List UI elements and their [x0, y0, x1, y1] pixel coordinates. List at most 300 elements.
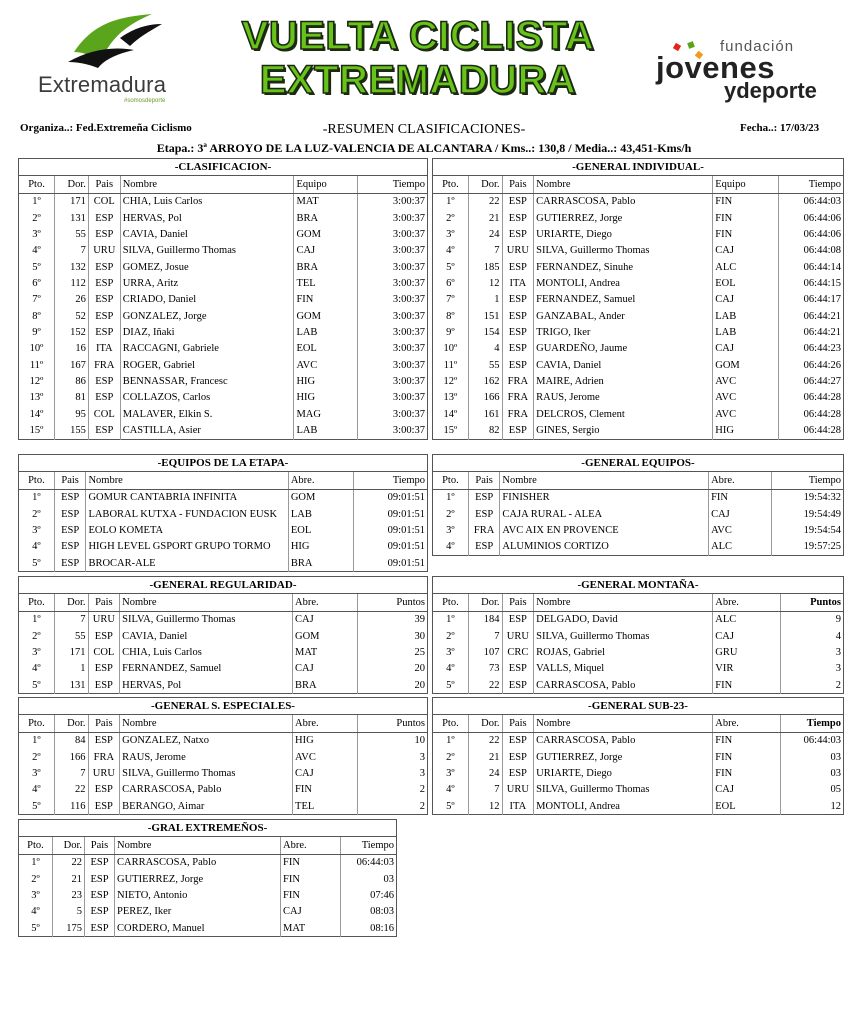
- column-header: Tiempo: [778, 176, 843, 193]
- table-cell: TEL: [294, 275, 358, 291]
- table-cell: 06:44:03: [341, 854, 397, 871]
- table-cell: EOL: [294, 341, 358, 357]
- table-header-row: [433, 472, 844, 489]
- table-cell: 3º: [31, 890, 40, 902]
- column-header: Abre.: [293, 594, 358, 611]
- table-cell: HIG: [713, 423, 778, 440]
- column-header: Tiempo: [780, 715, 843, 732]
- column-header: Nombre: [120, 594, 293, 611]
- table-cell: TEL: [293, 798, 358, 815]
- table-row: [19, 243, 428, 259]
- general-sub23-table: [432, 697, 844, 815]
- table-cell: RACCAGNI, Gabriele: [120, 341, 294, 357]
- table-row: [19, 193, 428, 210]
- table-cell: HIG: [293, 732, 358, 749]
- table-cell: 7: [468, 628, 502, 644]
- column-header: Dor.: [468, 176, 502, 193]
- table-row: [19, 506, 428, 522]
- table-cell: HERVAS, Pol: [120, 210, 294, 226]
- table-cell: BERANGO, Aimar: [120, 798, 293, 815]
- table-header-row: [433, 176, 844, 193]
- table-row: [19, 373, 428, 389]
- table-cell: 84: [54, 732, 88, 749]
- table-cell: 3:00:37: [358, 292, 428, 308]
- table-cell: CAJ: [293, 611, 358, 628]
- section-title: -GENERAL SUB-23-: [433, 698, 844, 715]
- table-cell: 06:44:23: [778, 341, 843, 357]
- table-header-row: [19, 176, 428, 193]
- table-cell: 3:00:37: [358, 275, 428, 291]
- table-row: [19, 357, 428, 373]
- organiza-text: Organiza..: Fed.Extremeña Ciclismo: [20, 122, 192, 134]
- table-cell: 2º: [446, 508, 455, 520]
- table-row: [433, 341, 844, 357]
- table-cell: 12º: [443, 376, 458, 388]
- table-cell: ESP: [502, 423, 534, 440]
- column-header: Pto.: [433, 176, 469, 193]
- table-cell: ESP: [54, 506, 86, 522]
- table-cell: 185: [468, 259, 502, 275]
- table-cell: FIN: [713, 749, 780, 765]
- table-cell: 116: [54, 798, 88, 815]
- table-cell: ESP: [88, 373, 120, 389]
- table-row: [433, 357, 844, 373]
- table-row: [19, 871, 397, 887]
- table-cell: CAJA RURAL - ALEA: [500, 506, 709, 522]
- table-cell: 3: [780, 661, 843, 677]
- table-cell: 5º: [32, 800, 41, 812]
- etapa-info: Etapa.: 3ª ARROYO DE LA LUZ-VALENCIA DE ALCANTARA / Kms..: 130,8 / Media..: 43,451-Kms/h: [156, 141, 692, 155]
- column-header: Pais: [502, 594, 534, 611]
- table-cell: 3:00:37: [358, 259, 428, 275]
- table-cell: 161: [468, 406, 502, 422]
- table-cell: CAJ: [293, 661, 358, 677]
- table-cell: 12º: [29, 376, 44, 388]
- table-row: [19, 628, 428, 644]
- table-cell: 09:01:51: [354, 506, 428, 522]
- table-cell: 9: [780, 611, 843, 628]
- table-cell: ESP: [88, 782, 120, 798]
- table-cell: 1: [468, 292, 502, 308]
- table-cell: 167: [55, 357, 89, 373]
- column-header: Pais: [502, 176, 534, 193]
- table-cell: 7: [54, 611, 88, 628]
- table-cell: LAB: [713, 308, 778, 324]
- table-cell: 1º: [446, 614, 455, 626]
- table-cell: COL: [88, 406, 120, 422]
- table-cell: HIG: [294, 373, 358, 389]
- table-cell: 166: [468, 390, 502, 406]
- table-cell: CAJ: [713, 292, 778, 308]
- table-cell: 14º: [443, 408, 458, 420]
- column-header: Abre.: [281, 837, 341, 854]
- table-row: [19, 210, 428, 226]
- table-cell: CASTILLA, Asier: [120, 423, 294, 440]
- table-cell: FIN: [709, 489, 772, 506]
- column-header: Tiempo: [358, 176, 428, 193]
- table-cell: ESP: [468, 539, 500, 556]
- table-row: [19, 555, 428, 572]
- table-cell: CAJ: [294, 243, 358, 259]
- table-cell: CRIADO, Daniel: [120, 292, 294, 308]
- table-row: [19, 292, 428, 308]
- table-cell: 24: [468, 226, 502, 242]
- table-row: [19, 406, 428, 422]
- table-cell: GUARDEÑO, Jaume: [534, 341, 713, 357]
- table-cell: FIN: [713, 226, 778, 242]
- general-equipos-table: [432, 454, 844, 556]
- table-row: [433, 292, 844, 308]
- leaf-swoosh-icon: [64, 12, 164, 70]
- table-cell: 12: [468, 275, 502, 291]
- table-cell: ESP: [54, 555, 86, 572]
- table-cell: 132: [55, 259, 89, 275]
- column-header: Abre.: [293, 715, 358, 732]
- table-cell: 1º: [32, 735, 41, 747]
- column-header: Pais: [88, 176, 120, 193]
- table-cell: GOM: [293, 628, 358, 644]
- column-header: Abre.: [713, 594, 780, 611]
- table-cell: CAVIA, Daniel: [120, 226, 294, 242]
- table-cell: 22: [468, 732, 502, 749]
- column-header: Puntos: [780, 594, 843, 611]
- table-cell: 162: [468, 373, 502, 389]
- table-cell: ESP: [502, 324, 534, 340]
- section-title: -GENERAL REGULARIDAD-: [19, 577, 428, 594]
- table-cell: 131: [55, 210, 89, 226]
- table-cell: GOMEZ, Josue: [120, 259, 294, 275]
- table-cell: 3º: [32, 229, 41, 241]
- table-cell: URIARTE, Diego: [534, 226, 713, 242]
- table-cell: 5º: [32, 679, 41, 691]
- table-row: [19, 732, 428, 749]
- column-header: Pais: [468, 472, 500, 489]
- table-cell: 24: [468, 765, 502, 781]
- table-cell: 175: [53, 920, 85, 937]
- logo-right-line3: ydeporte: [724, 78, 817, 103]
- table-row: [19, 539, 428, 555]
- table-cell: CAJ: [713, 782, 780, 798]
- table-cell: FINISHER: [500, 489, 709, 506]
- table-cell: FRA: [88, 749, 120, 765]
- column-header: Abre.: [288, 472, 353, 489]
- table-cell: LABORAL KUTXA - FUNDACION EUSK: [86, 506, 288, 522]
- table-cell: URU: [88, 611, 120, 628]
- table-cell: 21: [53, 871, 85, 887]
- table-cell: 3:00:37: [358, 210, 428, 226]
- table-cell: HIG: [288, 539, 353, 555]
- column-header: Pais: [88, 594, 120, 611]
- logo-right-line2: jovenes: [656, 50, 775, 85]
- table-cell: LAB: [294, 423, 358, 440]
- table-cell: 107: [468, 644, 502, 660]
- table-cell: 23: [53, 887, 85, 903]
- table-cell: MONTOLI, Andrea: [534, 275, 713, 291]
- table-cell: GOM: [713, 357, 778, 373]
- table-row: [19, 390, 428, 406]
- table-cell: ESP: [502, 292, 534, 308]
- table-cell: 3: [780, 644, 843, 660]
- table-cell: 7: [54, 765, 88, 781]
- table-cell: 2º: [32, 751, 41, 763]
- table-row: [19, 644, 428, 660]
- table-cell: 95: [55, 406, 89, 422]
- table-cell: FIN: [281, 871, 341, 887]
- table-cell: LAB: [713, 324, 778, 340]
- equipos-etapa-table: [18, 454, 428, 572]
- table-cell: ESP: [54, 522, 86, 538]
- table-cell: SILVA, Guillermo Thomas: [534, 782, 713, 798]
- table-row: [433, 210, 844, 226]
- column-header: Pto.: [433, 594, 469, 611]
- table-row: [19, 798, 428, 815]
- column-header: Equipo: [294, 176, 358, 193]
- table-cell: ESP: [85, 854, 115, 871]
- table-cell: 5º: [32, 261, 41, 273]
- table-cell: 3:00:37: [358, 226, 428, 242]
- table-row: [19, 259, 428, 275]
- table-cell: 4º: [32, 541, 41, 553]
- clasificacion-table: [18, 158, 428, 440]
- table-cell: 15º: [29, 425, 44, 437]
- column-header: Nombre: [120, 715, 293, 732]
- table-cell: 4º: [31, 906, 40, 918]
- table-row: [19, 677, 428, 694]
- table-cell: FIN: [713, 765, 780, 781]
- table-cell: MAG: [294, 406, 358, 422]
- table-cell: 171: [54, 644, 88, 660]
- table-cell: AVC: [713, 373, 778, 389]
- table-cell: GUTIERREZ, Jorge: [115, 871, 281, 887]
- table-cell: CRC: [502, 644, 534, 660]
- column-header: Dor.: [468, 715, 502, 732]
- table-cell: CARRASCOSA, Pablo: [534, 193, 713, 210]
- table-cell: ITA: [502, 275, 534, 291]
- title-line-2: EXTREMADURA: [259, 58, 577, 102]
- table-cell: COL: [88, 193, 120, 210]
- column-header: Nombre: [86, 472, 288, 489]
- table-cell: RAUS, Jerome: [120, 749, 293, 765]
- table-cell: 3:00:37: [358, 423, 428, 440]
- table-cell: AVC: [709, 522, 772, 538]
- table-cell: 09:01:51: [354, 539, 428, 555]
- table-cell: 06:44:17: [778, 292, 843, 308]
- table-row: [433, 749, 844, 765]
- table-row: [433, 193, 844, 210]
- table-cell: 06:44:03: [780, 732, 843, 749]
- extremadura-logo: [28, 12, 188, 104]
- table-cell: 1º: [446, 196, 455, 208]
- table-cell: 1º: [31, 857, 40, 869]
- table-cell: 19:57:25: [772, 539, 844, 556]
- general-regularidad-table: [18, 576, 428, 694]
- table-cell: EOLO KOMETA: [86, 522, 288, 538]
- column-header: Nombre: [534, 594, 713, 611]
- table-cell: 3º: [32, 525, 41, 537]
- table-cell: ESP: [88, 677, 120, 694]
- table-cell: BRA: [294, 210, 358, 226]
- table-cell: ITA: [88, 341, 120, 357]
- table-cell: FIN: [281, 887, 341, 903]
- table-cell: ESP: [88, 292, 120, 308]
- table-cell: URIARTE, Diego: [534, 765, 713, 781]
- logo-left-sub: #somosdeporte: [124, 98, 166, 104]
- table-cell: ESP: [502, 226, 534, 242]
- table-row: [19, 887, 397, 903]
- table-row: [19, 920, 397, 937]
- table-cell: 13º: [29, 392, 44, 404]
- section-title: -GENERAL S. ESPECIALES-: [19, 698, 428, 715]
- table-cell: ESP: [502, 765, 534, 781]
- table-cell: FERNANDEZ, Samuel: [534, 292, 713, 308]
- table-cell: ESP: [88, 259, 120, 275]
- page-title: [218, 14, 618, 102]
- table-cell: 3º: [32, 647, 41, 659]
- table-cell: URU: [88, 765, 120, 781]
- table-cell: 86: [55, 373, 89, 389]
- table-cell: 20: [358, 661, 428, 677]
- table-cell: CARRASCOSA, Pablo: [120, 782, 293, 798]
- table-cell: 184: [468, 611, 502, 628]
- column-header: Nombre: [115, 837, 281, 854]
- table-cell: ALUMINIOS CORTIZO: [500, 539, 709, 556]
- table-cell: CARRASCOSA, Pablo: [115, 854, 281, 871]
- column-header: Abre.: [713, 715, 780, 732]
- table-cell: 06:44:14: [778, 259, 843, 275]
- table-cell: ESP: [468, 506, 500, 522]
- table-row: [433, 390, 844, 406]
- table-cell: 14º: [29, 408, 44, 420]
- title-line-1: VUELTA CICLISTA: [241, 14, 595, 58]
- table-cell: URU: [502, 628, 534, 644]
- table-cell: 2º: [32, 630, 41, 642]
- table-cell: ESP: [502, 749, 534, 765]
- table-cell: DELCROS, Clement: [534, 406, 713, 422]
- table-cell: CORDERO, Manuel: [115, 920, 281, 937]
- table-cell: ESP: [502, 677, 534, 694]
- table-cell: GOM: [294, 308, 358, 324]
- table-cell: 1: [54, 661, 88, 677]
- table-cell: 171: [55, 193, 89, 210]
- table-cell: 30: [358, 628, 428, 644]
- table-row: [433, 644, 844, 660]
- table-row: [19, 308, 428, 324]
- resumen-title: -RESUMEN CLASIFICACIONES-: [322, 122, 526, 137]
- table-cell: MAT: [293, 644, 358, 660]
- table-cell: 5º: [446, 679, 455, 691]
- table-cell: 2: [780, 677, 843, 694]
- section-title: -GRAL EXTREMEÑOS-: [19, 820, 397, 837]
- table-cell: ESP: [502, 259, 534, 275]
- table-row: [433, 539, 844, 556]
- table-cell: CAJ: [713, 341, 778, 357]
- table-cell: 3º: [446, 229, 455, 241]
- table-cell: ESP: [85, 920, 115, 937]
- table-cell: GUTIERREZ, Jorge: [534, 210, 713, 226]
- table-cell: 3: [358, 749, 428, 765]
- table-row: [433, 765, 844, 781]
- table-cell: 3º: [446, 768, 455, 780]
- gral-extremenos-table: [18, 819, 397, 937]
- table-row: [433, 782, 844, 798]
- table-row: [433, 324, 844, 340]
- table-row: [433, 506, 844, 522]
- table-cell: 4º: [446, 784, 455, 796]
- table-cell: 3:00:37: [358, 390, 428, 406]
- table-cell: FIN: [294, 292, 358, 308]
- table-cell: 21: [468, 749, 502, 765]
- table-cell: 09:01:51: [354, 489, 428, 506]
- column-header: Puntos: [358, 715, 428, 732]
- table-cell: 19:54:49: [772, 506, 844, 522]
- table-cell: CHIA, Luis Carlos: [120, 193, 294, 210]
- table-cell: EOL: [288, 522, 353, 538]
- table-cell: VIR: [713, 661, 780, 677]
- table-cell: 3:00:37: [358, 406, 428, 422]
- table-cell: 7: [55, 243, 89, 259]
- table-cell: ESP: [88, 324, 120, 340]
- table-cell: 3º: [446, 647, 455, 659]
- section-title: -CLASIFICACION-: [19, 159, 428, 176]
- table-cell: 3:00:37: [358, 373, 428, 389]
- table-cell: 3:00:37: [358, 243, 428, 259]
- table-cell: 3:00:37: [358, 308, 428, 324]
- table-cell: BRA: [293, 677, 358, 694]
- table-row: [19, 854, 397, 871]
- column-header: Pais: [54, 472, 86, 489]
- table-row: [19, 341, 428, 357]
- table-cell: HERVAS, Pol: [120, 677, 293, 694]
- table-cell: FIN: [713, 732, 780, 749]
- table-cell: FERNANDEZ, Sinuhe: [534, 259, 713, 275]
- table-cell: EOL: [713, 275, 778, 291]
- table-cell: CAJ: [293, 765, 358, 781]
- section-title: -GENERAL EQUIPOS-: [433, 455, 844, 472]
- table-row: [433, 308, 844, 324]
- table-cell: 22: [468, 677, 502, 694]
- table-cell: 2: [358, 798, 428, 815]
- table-cell: 3º: [446, 525, 455, 537]
- table-cell: 2º: [31, 873, 40, 885]
- column-header: Pto.: [19, 176, 55, 193]
- table-cell: MAIRE, Adrien: [534, 373, 713, 389]
- table-cell: GONZALEZ, Natxo: [120, 732, 293, 749]
- table-cell: 3:00:37: [358, 193, 428, 210]
- table-cell: 4: [468, 341, 502, 357]
- table-cell: 06:44:27: [778, 373, 843, 389]
- table-cell: FERNANDEZ, Samuel: [120, 661, 293, 677]
- table-cell: ESP: [502, 611, 534, 628]
- table-cell: CARRASCOSA, Pablo: [534, 677, 713, 694]
- table-cell: AVC: [294, 357, 358, 373]
- table-cell: CAJ: [281, 904, 341, 920]
- table-cell: GRU: [713, 644, 780, 660]
- table-cell: 5º: [446, 261, 455, 273]
- table-cell: 2º: [446, 212, 455, 224]
- table-cell: 81: [55, 390, 89, 406]
- table-cell: MALAVER, Elkin S.: [120, 406, 294, 422]
- column-header: Tiempo: [341, 837, 397, 854]
- table-cell: 82: [468, 423, 502, 440]
- table-row: [433, 661, 844, 677]
- column-header: Equipo: [713, 176, 778, 193]
- table-cell: ESP: [88, 226, 120, 242]
- table-cell: 11º: [29, 359, 44, 371]
- table-header-row: [19, 472, 428, 489]
- table-row: [19, 765, 428, 781]
- table-cell: NIETO, Antonio: [115, 887, 281, 903]
- table-cell: ESP: [88, 628, 120, 644]
